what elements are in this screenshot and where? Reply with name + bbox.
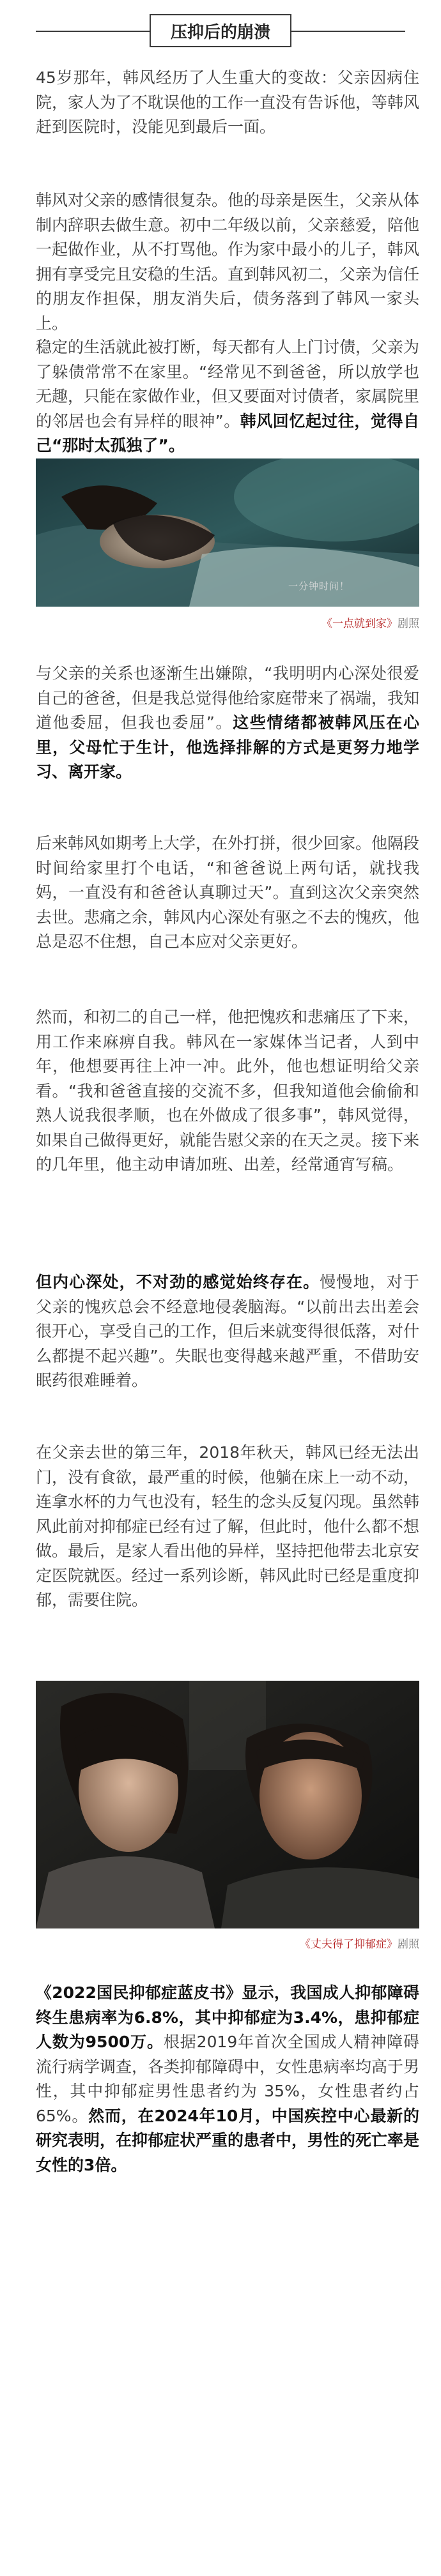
caption-1-suffix: 剧照: [398, 617, 419, 630]
caption-2: [36, 1935, 419, 1951]
still-photo-2: [36, 1681, 419, 1928]
paragraph-9-emphasis-1: 《2022国民抑郁症蓝皮书》显示，我国成人抑郁障碍终生患病率为6.8%，其中抑郁症为3.4%，患抑郁症人数为9500万。: [36, 1983, 419, 2051]
paragraph-5: 后来韩风如期考上大学，在外打拼，很少回家。他隔段时间给家里打个电话，“和爸爸说上两句话，就找我妈，一直没有和爸爸认真聊过天”。直到这次父亲突然去世。悲痛之余，韩风内心深处有驱之不去的愧疚，他总是忍不住想，自己本应对父亲更好。: [36, 834, 420, 951]
paragraph-7: [36, 1270, 419, 1393]
caption-1-source: 《一点就到家》: [321, 617, 398, 630]
section-title: 压抑后的崩溃: [150, 14, 291, 47]
paragraph-7-emphasis: 但内心深处，不对劲的感觉始终存在。: [36, 1273, 320, 1291]
paragraph-9: [36, 1981, 419, 2178]
caption-2-suffix: 剧照: [398, 1938, 419, 1951]
section-header: [0, 0, 441, 61]
still-photo-1: [36, 458, 419, 607]
paragraph-9-text: 根据2019年首次全国成人精神障碍流行病学调查，各类抑郁障碍中，女性患病率均高于男性，其中抑郁症男性患者约为 35%，女性患者约占 65%。: [36, 2033, 420, 2125]
paragraph-9-emphasis-2: 然而，在2024年10月，中国疾控中心最新的研究表明，在抑郁症状严重的患者中，男性的死亡率是女性的3倍。: [36, 2106, 420, 2174]
paragraph-3-emphasis: 韩风回忆起过往，觉得自己“那时太孤独了”。: [36, 411, 419, 455]
paragraph-4-text: 与父亲的关系也逐渐生出嫌隙，“我明明内心深处很爱自己的爸爸，但是我总觉得他给家庭带来了祸端，我知道他委屈，但我也委屈”。: [36, 664, 420, 732]
photo-1-subtitle: 一分钟时间！: [288, 580, 350, 592]
paragraph-1: 45岁那年，韩风经历了人生重大的变故：父亲因病住院，家人为了不耽误他的工作一直没有告诉他，等韩风赶到医院时，没能见到最后一面。: [36, 68, 420, 136]
still-photo-1-image: [36, 458, 419, 607]
paragraph-3: [36, 335, 419, 458]
paragraph-4: [36, 662, 419, 785]
paragraph-8: 在父亲去世的第三年，2018年秋天，韩风已经无法出门，没有食欲，最严重的时候，他躺在床上一动不动，连拿水杯的力气也没有，轻生的念头反复闪现。虽然韩风此前对抑郁症已经有过了解，但此时，他什么都不想做。最后，是家人看出他的异样，坚持把他带去北京安定医院就医。经过一系列诊断，韩风此时已经是重度抑郁，需要住院。: [36, 1443, 420, 1609]
paragraph-2: 韩风对父亲的感情很复杂。他的母亲是医生，父亲从体制内辞职去做生意。初中二年级以前，父亲慈爱，陪他一起做作业，从不打骂他。作为家中最小的儿子，韩风拥有享受完且安稳的生活。直到韩风初二，父亲为信任的朋友作担保，朋友消失后，债务落到了韩风一家头上。: [36, 191, 420, 333]
caption-2-source: 《丈夫得了抑郁症》: [300, 1938, 398, 1951]
paragraph-7-text: 慢慢地，对于父亲的愧疚总会不经意地侵袭脑海。“以前出去出差会很开心，享受自己的工作，但后来就变得很低落，对什么都提不起兴趣”。失眠也变得越来越严重，不借助安眠药很难睡着。: [36, 1273, 420, 1390]
paragraph-6: 然而，和初二的自己一样，他把愧疚和悲痛压了下来，用工作来麻痹自我。韩风在一家媒体当记者，人到中年，他想要再往上冲一冲。此外，他也想证明给父亲看。“我和爸爸直接的交流不多，但我知道他会偷偷和熟人说我很孝顺，也在外做成了很多事”，韩风觉得，如果自己做得更好，就能告慰父亲的在天之灵。接下来的几年里，他主动申请加班、出差，经常通宵写稿。: [36, 1008, 420, 1174]
still-photo-2-image: [36, 1681, 419, 1928]
paragraph-3-text: 稳定的生活就此被打断，每天都有人上门讨债，父亲为了躲债常常不在家里。“经常见不到爸爸，所以放学也无趣，只能在家做作业，但又要面对讨债者，家属院里的邻居也会有异样的眼神”。: [36, 338, 420, 430]
paragraph-4-emphasis: 这些情绪都被韩风压在心里，父母忙于生计，他选择排解的方式是更努力地学习、离开家。: [36, 713, 419, 781]
caption-1: [36, 614, 419, 630]
